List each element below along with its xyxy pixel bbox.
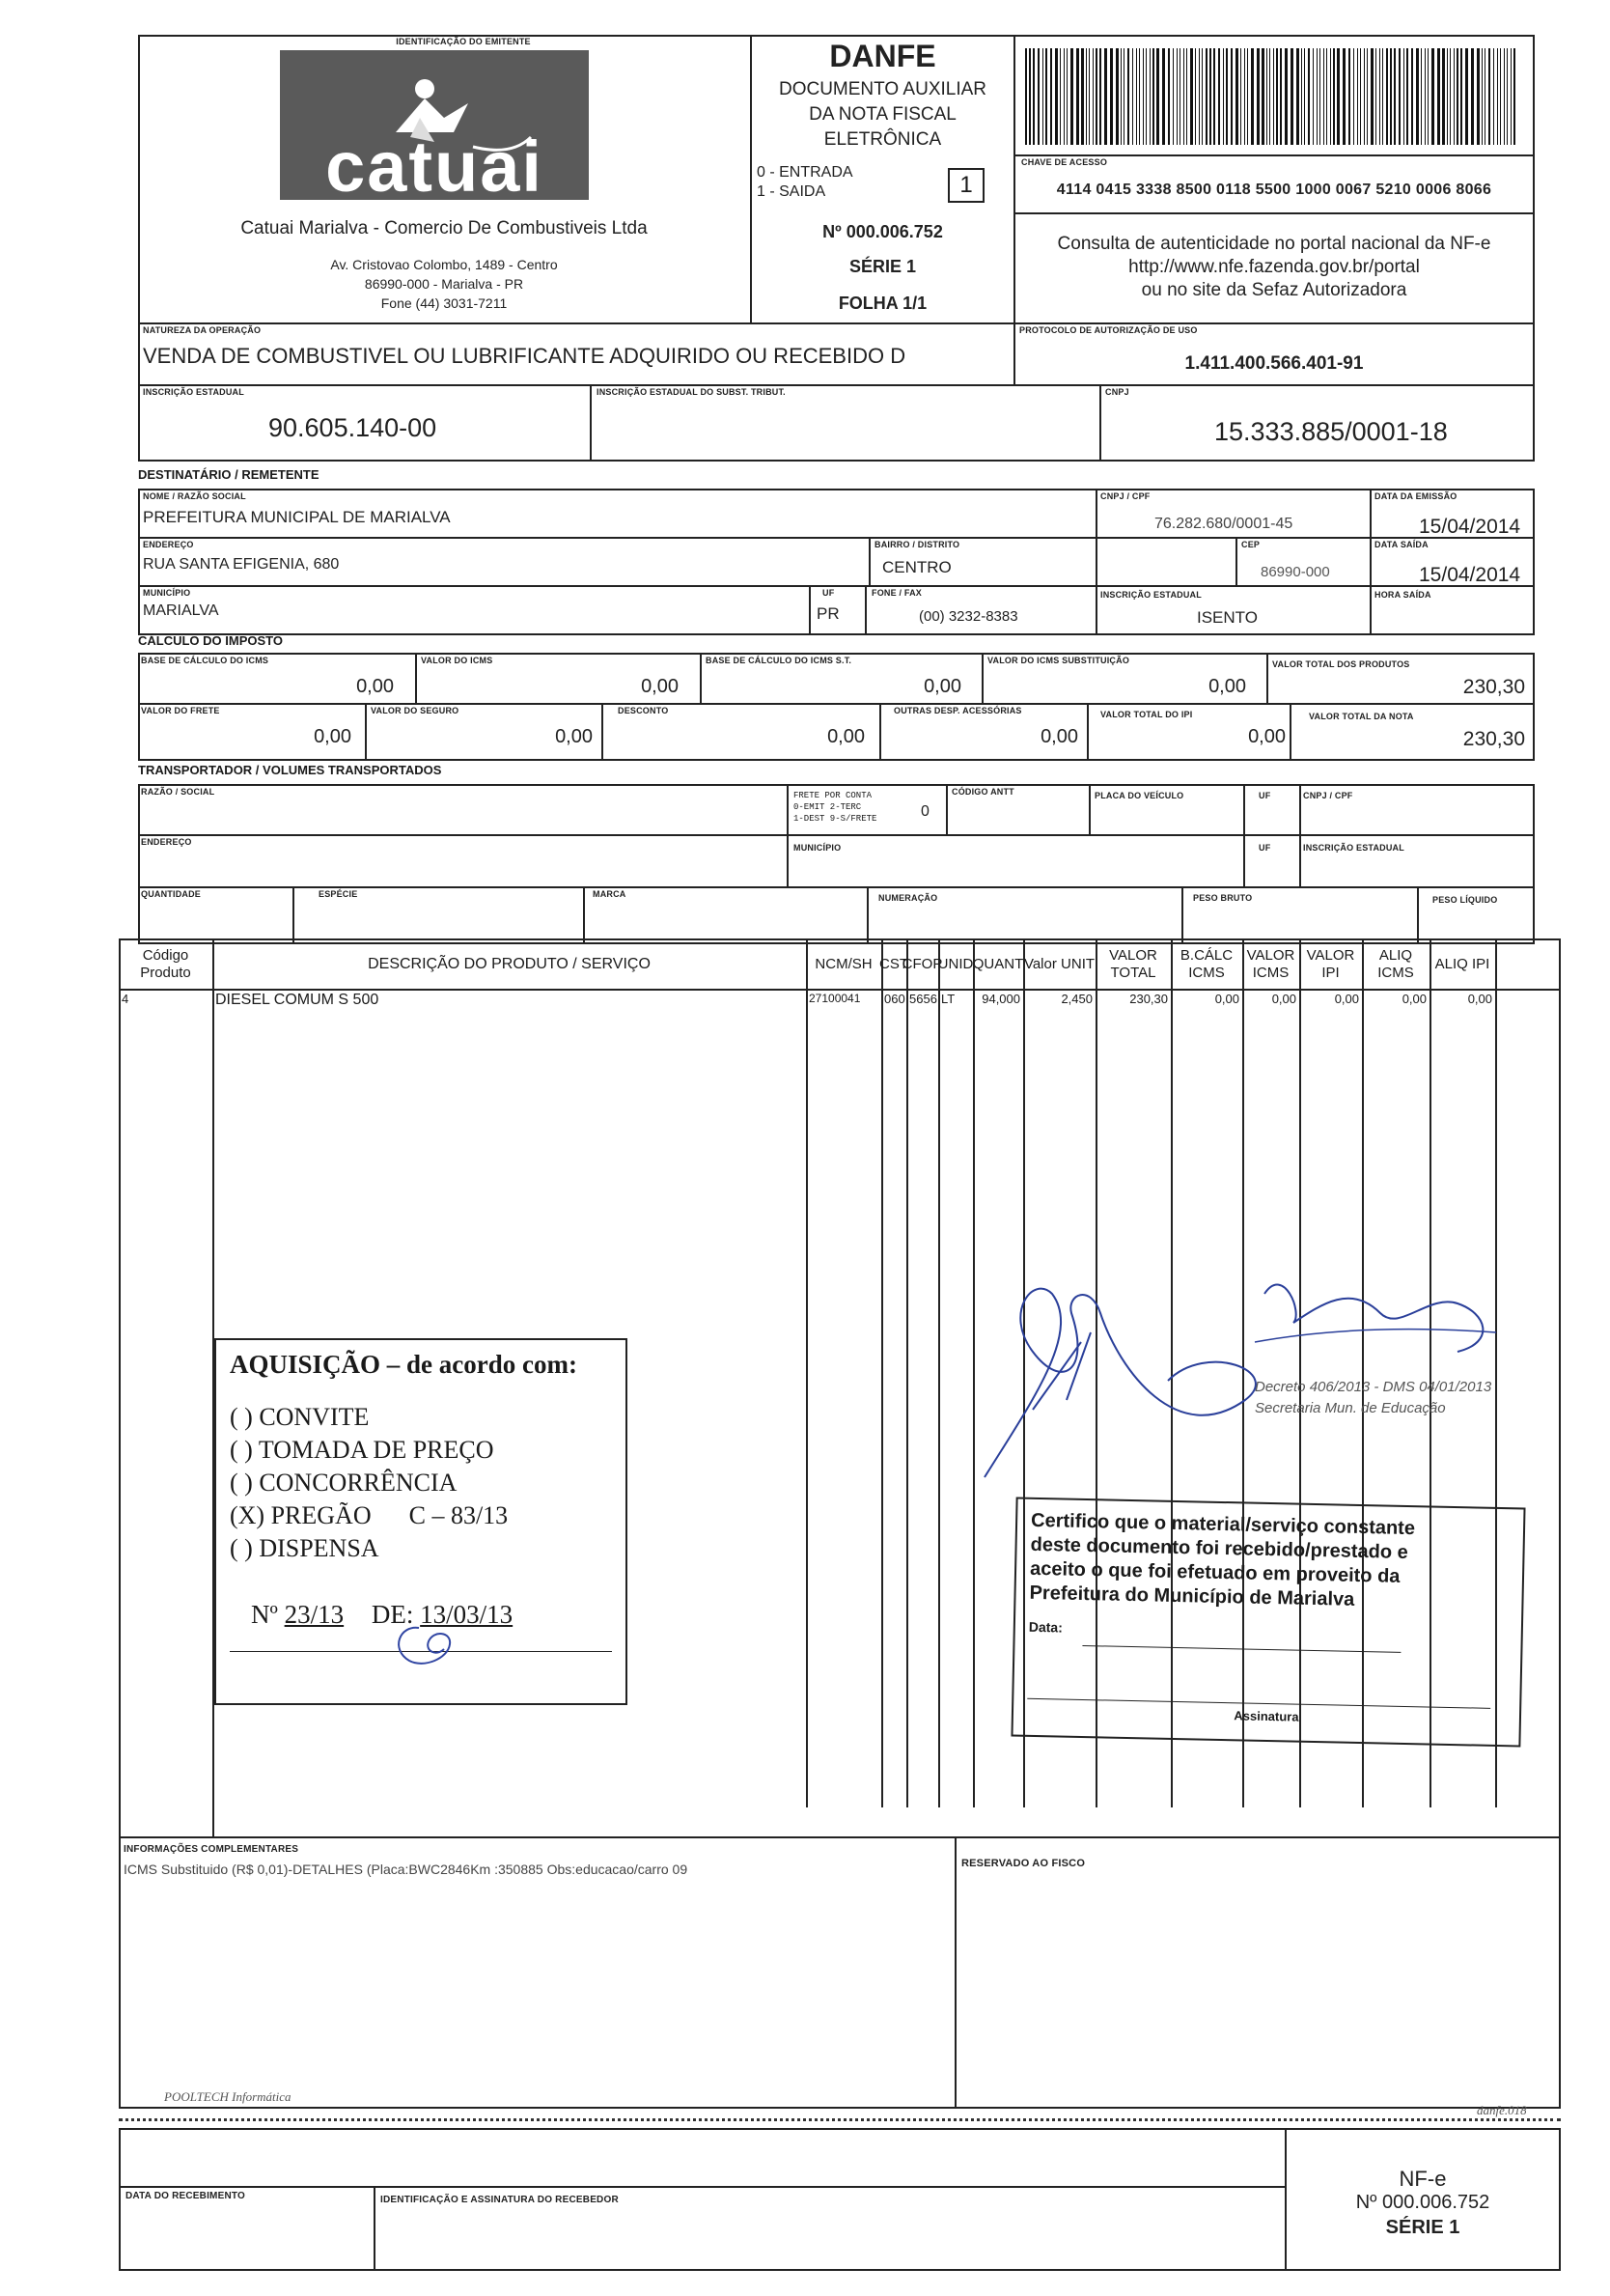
bc-icms: 0,00 [356,676,394,697]
aquisicao-title: AQUISIÇÃO – de acordo com: [230,1350,577,1379]
frete-value: 0 [921,803,930,820]
product-cell: DIESEL COMUM S 500 [215,992,379,1008]
bc-st-label: BASE DE CÁLCULO DO ICMS S.T. [706,656,852,665]
product-header-5: UNID [937,956,974,972]
product-cell: 5656 [909,992,937,1006]
cnpj-label: CNPJ [1105,387,1129,397]
peso-bruto-label: PESO BRUTO [1193,893,1253,903]
product-cell: 230,30 [1129,992,1168,1006]
product-cell: 27100041 [809,992,861,1005]
desconto-label: DESCONTO [618,706,669,715]
frete-label: VALOR DO FRETE [141,706,220,715]
product-cell: 0,00 [1402,992,1427,1006]
desconto: 0,00 [827,726,865,747]
aquisicao-dispensa: ( ) DISPENSA [230,1534,379,1562]
dest-nome: PREFEITURA MUNICIPAL DE MARIALVA [143,508,451,526]
aquisicao-pregao: (X) PREGÃO C – 83/13 [230,1501,509,1529]
dest-endereco: RUA SANTA EFIGENIA, 680 [143,556,340,573]
aquisicao-de-label: DE: [371,1600,414,1629]
dotted-separator [119,2118,1561,2121]
icms-st-label: VALOR DO ICMS SUBSTITUIÇÃO [987,656,1130,665]
product-header-12: ALIQ ICMS [1377,947,1414,981]
total-prod-label: VALOR TOTAL DOS PRODUTOS [1272,659,1410,669]
initials-signature-icon [380,1620,458,1668]
danfe-saida: 1 - SAIDA [757,183,826,200]
icms-label: VALOR DO ICMS [421,656,493,665]
dest-nome-label: NOME / RAZÃO SOCIAL [143,491,246,501]
aquisicao-numero: 23/13 [284,1600,345,1629]
transp-municipio-label: MUNICÍPIO [793,843,842,853]
info-text: ICMS Substituido (R$ 0,01)-DETALHES (Placa:BWC2846Km :350885 Obs:educacao/carro 09 [124,1862,688,1877]
certifico-line-4: Prefeitura do Município de Marialva [1029,1582,1355,1610]
fisco-label: RESERVADO AO FISCO [961,1858,1086,1869]
natureza-value: VENDA DE COMBUSTIVEL OU LUBRIFICANTE ADQUIRIDO OU RECEBIDO D [143,344,906,368]
product-cell: 0,00 [1271,992,1296,1006]
certifico-stamp [1011,1497,1525,1747]
emitente-section-label: IDENTIFICAÇÃO DO EMITENTE [396,37,531,46]
dest-uf: PR [817,604,840,623]
placa-label: PLACA DO VEÍCULO [1095,791,1184,800]
total-nota-label: VALOR TOTAL DA NOTA [1309,712,1414,721]
canhoto-data-label: DATA DO RECEBIMENTO [125,2191,245,2201]
decreto-line: Decreto 406/2013 - DMS 04/01/2013 [1255,1379,1492,1395]
frete-line-3: 1-DEST 9-S/FRETE [793,814,877,824]
product-cell: 060 [884,992,905,1006]
ie-value: 90.605.140-00 [268,413,437,442]
icms-st: 0,00 [1208,676,1246,697]
ipi: 0,00 [1248,726,1286,747]
product-header-11: VALOR IPI [1306,947,1355,981]
canhoto-serie: SÉRIE 1 [1385,2217,1460,2238]
product-column-divider [938,938,940,1807]
dest-cep-label: CEP [1241,540,1261,549]
dest-cnpj: 76.282.680/0001-45 [1154,516,1293,532]
ipi-label: VALOR TOTAL DO IPI [1100,710,1193,719]
product-cell: 0,00 [1334,992,1359,1006]
dest-municipio: MARIALVA [143,602,219,619]
dest-ie-label: INSCRIÇÃO ESTADUAL [1100,590,1202,600]
danfe-subtitle-3: ELETRÔNICA [823,129,942,150]
company-name: Catuai Marialva - Comercio De Combustiveis Ltda [240,218,648,238]
danfe-folha: FOLHA 1/1 [838,294,928,313]
protocolo-value: 1.411.400.566.401-91 [1184,353,1364,374]
danfe-title: DANFE [829,39,936,73]
transp-razao-label: RAZÃO / SOCIAL [141,787,215,797]
transp-endereco-label: ENDEREÇO [141,837,192,847]
aquisicao-numero-prefix: Nº [251,1600,278,1629]
ie-subst-label: INSCRIÇÃO ESTADUAL DO SUBST. TRIBUT. [597,387,786,397]
dest-emissao-label: DATA DA EMISSÃO [1374,491,1457,501]
rodape-left: POOLTECH Informática [164,2089,291,2104]
dest-ie: ISENTO [1197,608,1258,627]
chave-label: CHAVE DE ACESSO [1021,157,1108,167]
frete-line-1: FRETE POR CONTA [793,791,873,800]
dest-bairro: CENTRO [882,558,952,576]
rodape-right: danfe.018 [1477,2103,1527,2117]
ie-label: INSCRIÇÃO ESTADUAL [143,387,244,397]
company-cep-city: 86990-000 - Marialva - PR [364,276,524,292]
antt-label: CÓDIGO ANTT [952,787,1014,797]
certifico-line-1: Certifico que o material/serviço constante [1030,1509,1416,1540]
bc-icms-label: BASE DE CÁLCULO DO ICMS [141,656,269,665]
info-box [119,1836,957,2109]
danfe-subtitle-2: DA NOTA FISCAL [809,104,957,125]
cnpj-value: 15.333.885/0001-18 [1214,417,1448,446]
natureza-label: NATUREZA DA OPERAÇÃO [143,325,262,335]
product-cell: 4 [122,992,129,1006]
danfe-entrada: 0 - ENTRADA [757,164,853,181]
aquisicao-data: 13/03/13 [420,1600,514,1629]
danfe-tipo-box: 1 [948,168,985,203]
dest-cnpj-label: CNPJ / CPF [1100,491,1151,501]
product-header-8: VALOR TOTAL [1109,947,1157,981]
transp-cnpj-label: CNPJ / CPF [1303,791,1353,800]
company-logo [280,50,589,207]
frete-line-2: 0-EMIT 2-TERC [793,802,862,812]
logo-text: catuai [325,126,543,207]
chave-value: 4114 0415 3338 8500 0118 5500 1000 0067 5210 0006 8066 [1056,182,1492,198]
product-header-2: NCM/SH [815,956,873,972]
consulta-line-3: ou no site da Sefaz Autorizadora [1141,280,1407,300]
fisco-box [955,1836,1561,2109]
info-label: INFORMAÇÕES COMPLEMENTARES [124,1844,299,1855]
icms: 0,00 [641,676,679,697]
product-header-7: Valor UNIT [1023,956,1096,972]
qtd-label: QUANTIDADE [141,889,201,899]
dest-emissao: 15/04/2014 [1419,516,1521,538]
danfe-numero: Nº 000.006.752 [822,222,943,241]
product-header-1: DESCRIÇÃO DO PRODUTO / SERVIÇO [368,956,651,972]
certifico-line-2: deste documento foi recebido/prestado e [1030,1533,1408,1564]
aquisicao-convite: ( ) CONVITE [230,1403,370,1431]
certifico-line-3: aceito o que foi efetuado em proveito da [1029,1557,1401,1587]
handwritten-signature-icon [975,1255,1515,1497]
barcode-icon [1025,48,1523,145]
product-header-4: CFOP [902,956,943,972]
product-header-0: Código Produto [140,947,191,981]
dest-fone-label: FONE / FAX [872,588,923,598]
product-cell: 0,00 [1214,992,1239,1006]
product-header-3: CST [879,956,908,972]
dest-bairro-label: BAIRRO / DISTRITO [874,540,960,549]
product-column-divider [881,938,883,1807]
product-column-divider [906,938,908,1807]
seguro: 0,00 [555,726,593,747]
product-header-9: B.CÁLC ICMS [1180,947,1234,981]
barcode [1025,48,1523,145]
dest-fone: (00) 3232-8383 [919,608,1018,625]
destinatario-section: DESTINATÁRIO / REMETENTE [138,467,319,482]
dest-saida: 15/04/2014 [1419,564,1521,586]
outras-label: OUTRAS DESP. ACESSÓRIAS [894,706,1022,715]
total-nota: 230,30 [1462,728,1525,750]
dest-municipio-label: MUNICÍPIO [143,588,191,598]
aquisicao-stamp [214,1338,627,1705]
dest-endereco-label: ENDEREÇO [143,540,194,549]
marca-label: MARCA [593,889,626,899]
dest-uf-label: UF [822,588,835,598]
transportador-section: TRANSPORTADOR / VOLUMES TRANSPORTADOS [138,763,442,777]
seguro-label: VALOR DO SEGURO [371,706,459,715]
product-header-10: VALOR ICMS [1246,947,1295,981]
product-cell: LT [941,992,956,1006]
aquisicao-concorrencia: ( ) CONCORRÊNCIA [230,1469,458,1497]
product-cell: 94,000 [982,992,1020,1006]
company-phone: Fone (44) 3031-7211 [380,295,508,311]
danfe-serie: SÉRIE 1 [848,257,917,276]
transp-uf-label: UF [1259,791,1271,800]
product-cell: 0,00 [1467,992,1492,1006]
danfe-subtitle-1: DOCUMENTO AUXILIAR [778,79,987,99]
certifico-assinatura-label: Assinatura [1234,1708,1299,1724]
transp-ie-label: INSCRIÇÃO ESTADUAL [1303,843,1404,853]
frete: 0,00 [314,726,351,747]
canhoto-numero: Nº 000.006.752 [1355,2192,1490,2213]
product-header-13: ALIQ IPI [1434,956,1490,972]
consulta-line-2: http://www.nfe.fazenda.gov.br/portal [1128,257,1420,277]
imposto-section: CÁLCULO DO IMPOSTO [138,633,283,648]
bc-st: 0,00 [924,676,961,697]
transp-uf2-label: UF [1259,843,1271,853]
dest-cep: 86990-000 [1261,564,1330,580]
outras: 0,00 [1041,726,1078,747]
product-column-divider [806,938,808,1807]
protocolo-label: PROTOCOLO DE AUTORIZAÇÃO DE USO [1019,325,1198,335]
numeracao-label: NUMERAÇÃO [878,893,938,903]
dest-saida-label: DATA SAÍDA [1374,540,1429,549]
frete-por-conta [793,790,876,825]
aquisicao-tomada: ( ) TOMADA DE PREÇO [230,1436,494,1464]
certifico-data-label: Data: [1028,1618,1064,1636]
company-address: Av. Cristovao Colombo, 1489 - Centro [330,257,558,272]
peso-liquido-label: PESO LÍQUIDO [1432,895,1498,905]
especie-label: ESPÉCIE [319,889,358,899]
dest-hora-label: HORA SAÍDA [1374,590,1431,600]
canhoto-nfe: NF-e [1399,2167,1447,2191]
consulta-line-1: Consulta de autenticidade no portal nacional da NF-e [1057,234,1491,254]
decreto-stamp [1255,1377,1544,1419]
secretaria-line: Secretaria Mun. de Educação [1255,1400,1446,1416]
product-header-6: QUANT [972,956,1024,972]
product-cell: 2,450 [1061,992,1093,1006]
total-prod: 230,30 [1462,676,1525,698]
canhoto-ident-label: IDENTIFICAÇÃO E ASSINATURA DO RECEBEDOR [380,2195,619,2205]
